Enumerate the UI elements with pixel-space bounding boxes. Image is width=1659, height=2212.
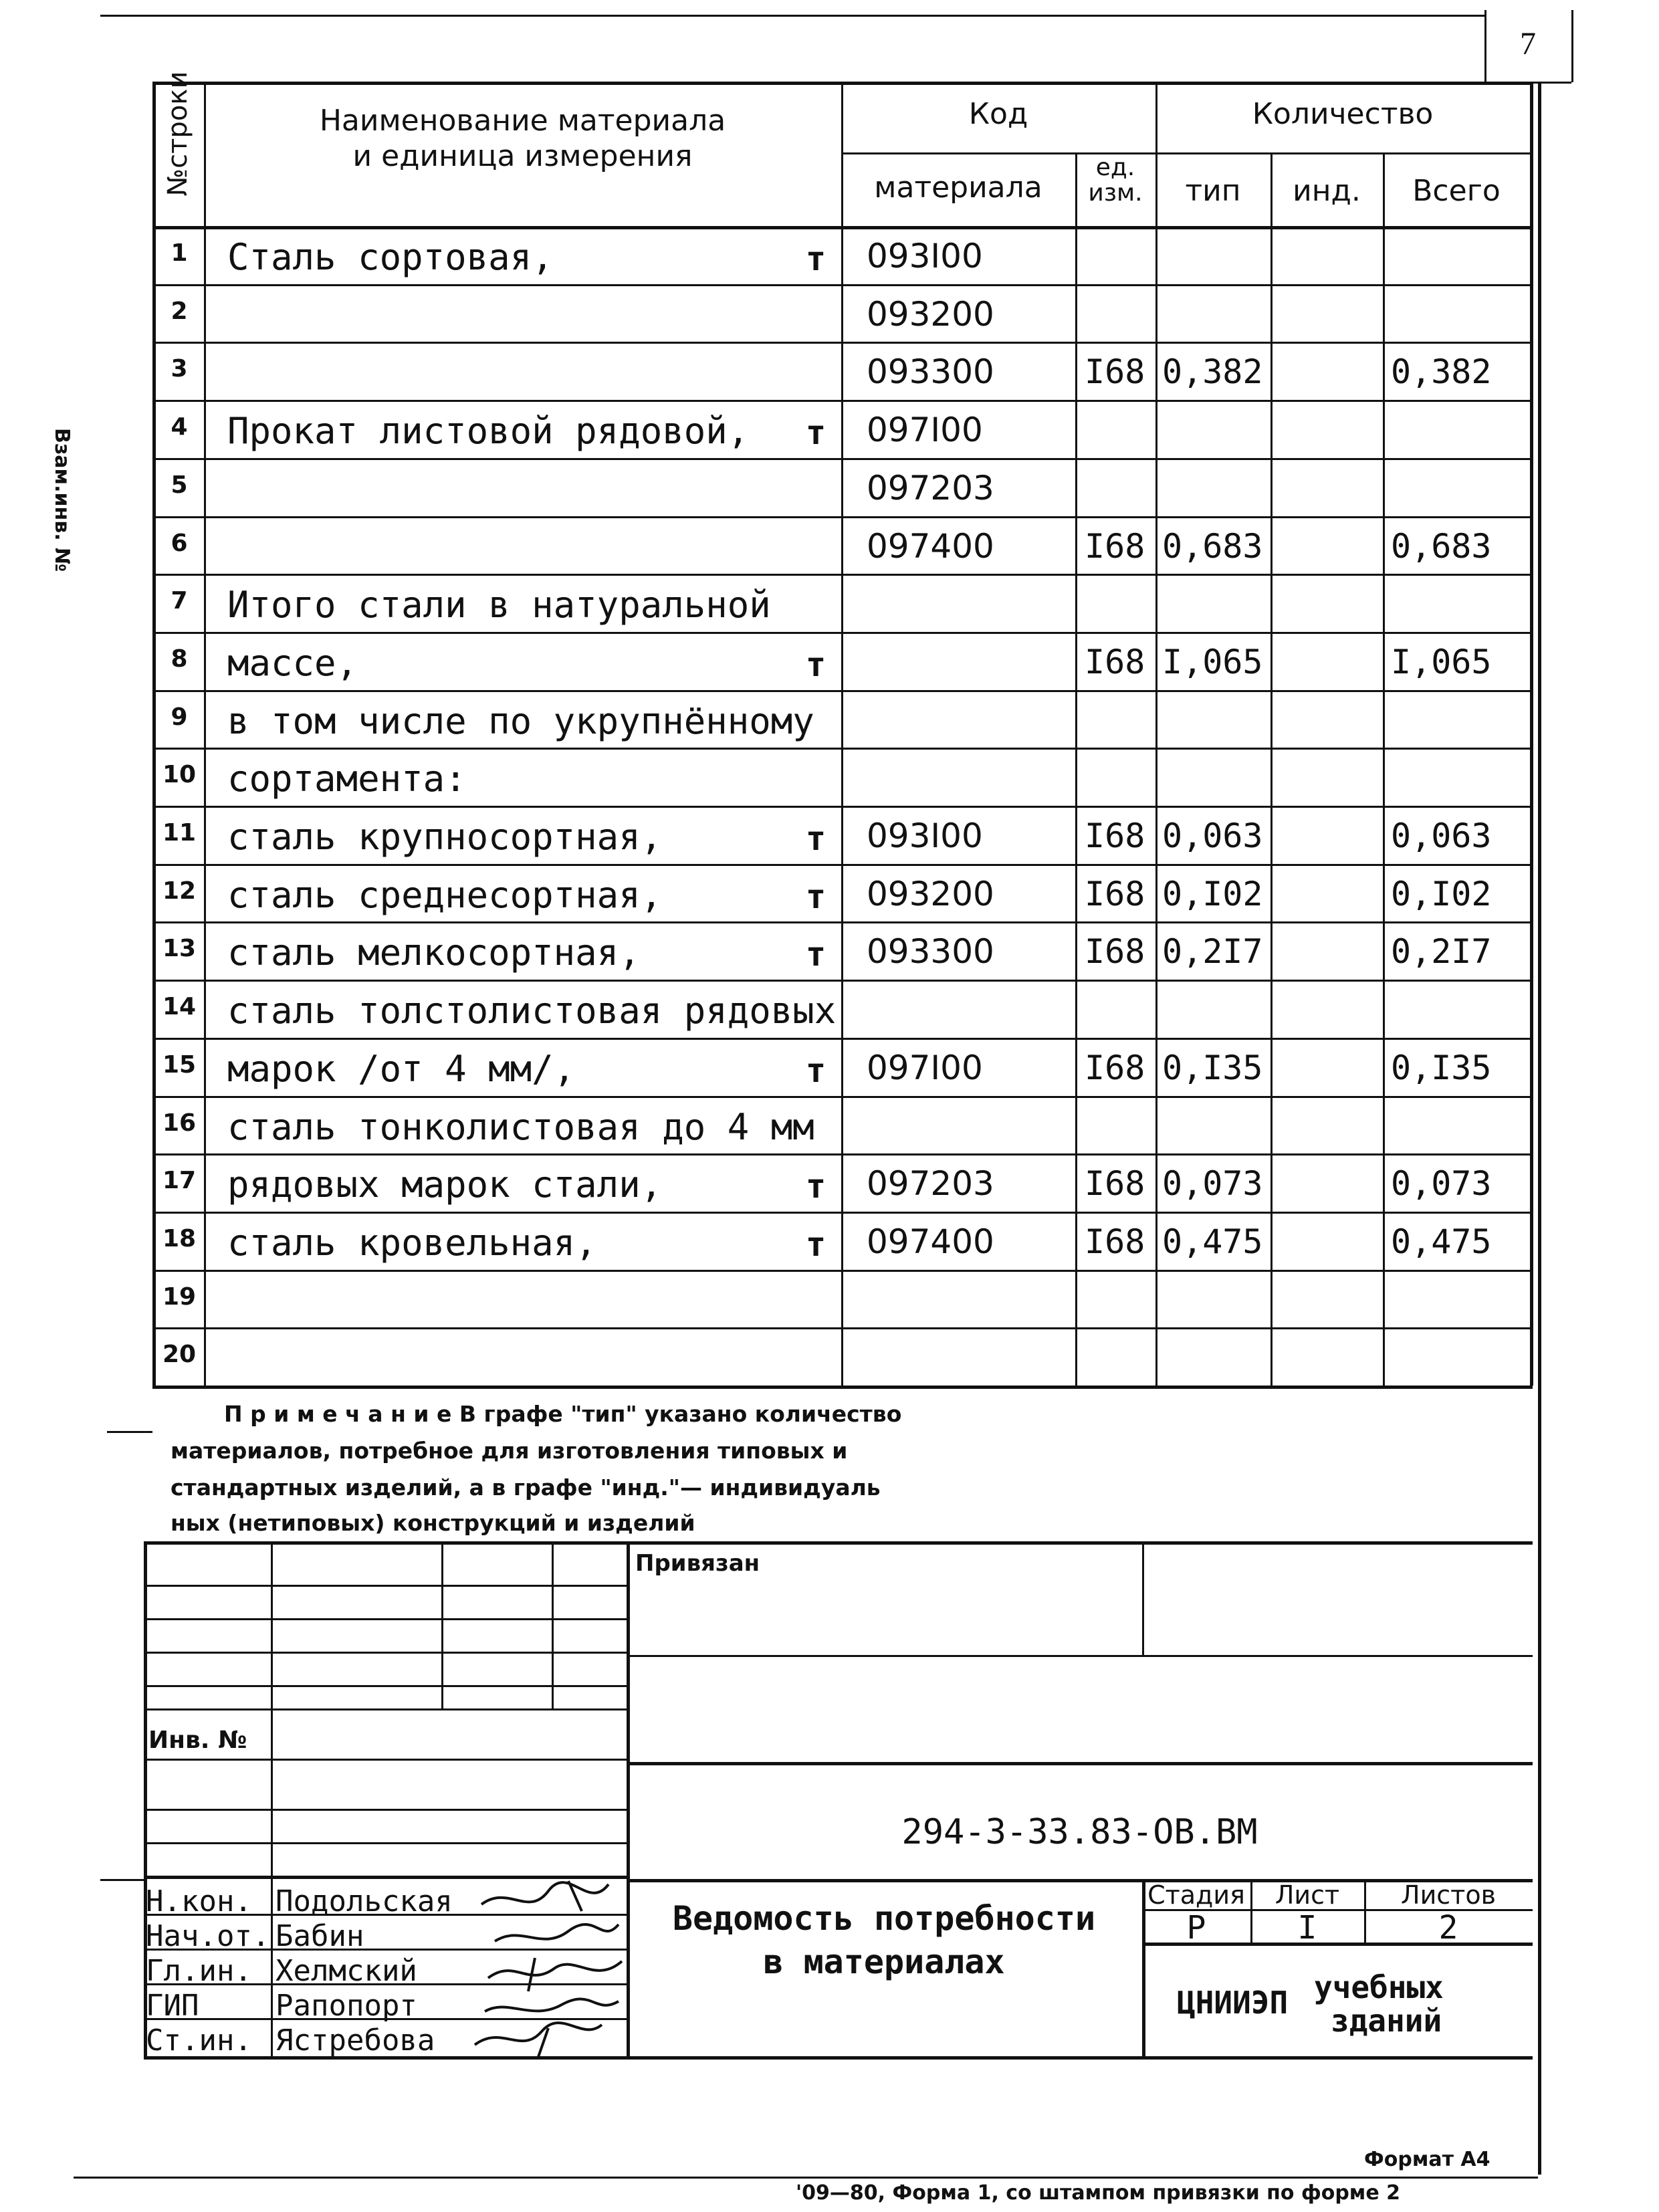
signatures xyxy=(468,1878,629,2058)
row-number: 20 xyxy=(162,1341,197,1369)
qty-type: 0,382 xyxy=(1162,352,1263,392)
row-number: 17 xyxy=(162,1167,197,1195)
stamp-grid-h7 xyxy=(144,1809,627,1811)
unit-mark: т xyxy=(805,1050,826,1090)
stamp-grid-h5 xyxy=(144,1708,627,1710)
right-frame-line xyxy=(1538,82,1541,2175)
qty-type: 0,2I7 xyxy=(1162,932,1263,972)
header-name: Наименование материала и единица измерения xyxy=(319,104,726,173)
row-number: 15 xyxy=(162,1050,197,1079)
material-code: 097203 xyxy=(867,468,994,508)
note-line-1: П р и м е ч а н и е В графе "тип" указано количество xyxy=(224,1401,902,1427)
material-code: 093300 xyxy=(867,352,994,392)
row-divider xyxy=(152,980,1533,982)
row-number: 14 xyxy=(162,993,197,1021)
qty-type: 0,I35 xyxy=(1162,1048,1263,1087)
approval-name: Ястребова xyxy=(275,2023,435,2058)
header-total: Всего xyxy=(1412,174,1501,208)
col-divider-3 xyxy=(1075,152,1077,1386)
row-divider xyxy=(152,1270,1533,1272)
qty-total: 0,063 xyxy=(1391,816,1492,855)
row-number: 16 xyxy=(162,1109,197,1137)
bound-divider xyxy=(1142,1541,1144,1655)
qty-total: 0,2I7 xyxy=(1391,932,1492,972)
approval-role: ГИП xyxy=(146,1989,199,2023)
row-divider xyxy=(152,864,1533,866)
unit-code: I68 xyxy=(1085,352,1145,392)
row-number: 13 xyxy=(162,935,197,963)
row-number: 9 xyxy=(171,703,188,731)
material-name: сортамента: xyxy=(227,758,467,800)
row-divider xyxy=(152,806,1533,808)
header-row-no: №строки xyxy=(162,71,193,197)
qty-type: I,065 xyxy=(1162,642,1263,681)
header-split-line xyxy=(841,152,1533,154)
footer-line-rule xyxy=(74,2177,1538,2179)
qty-type: 0,I02 xyxy=(1162,874,1263,913)
bound-bottom-line xyxy=(627,1655,1533,1657)
stamp-grid-h2 xyxy=(144,1618,627,1620)
col-divider-2 xyxy=(841,82,843,1386)
header-material: материала xyxy=(874,171,1042,205)
col-divider-6 xyxy=(1383,152,1385,1386)
unit-mark: т xyxy=(805,1224,826,1264)
row-divider xyxy=(152,342,1533,344)
material-name: сталь крупносортная, xyxy=(227,816,663,858)
unit-code: I68 xyxy=(1085,1222,1145,1261)
row-number: 3 xyxy=(171,355,188,383)
qty-total: 0,382 xyxy=(1391,352,1492,392)
header-unit: ед. изм. xyxy=(1088,154,1143,207)
sheets-value: 2 xyxy=(1438,1909,1458,1947)
unit-code: I68 xyxy=(1085,1048,1145,1087)
material-name: Итого стали в натуральной xyxy=(227,584,771,627)
side-stamp: Взам.инв. № xyxy=(50,428,74,572)
approval-name: Подольская xyxy=(275,1884,453,1918)
table-right-border xyxy=(1530,82,1533,1386)
approval-name: Хелмский xyxy=(275,1954,417,1988)
qty-total: 0,683 xyxy=(1391,526,1492,566)
col-divider-4 xyxy=(1155,82,1157,1386)
row-number: 5 xyxy=(171,471,188,499)
table-left-border xyxy=(152,82,156,1386)
unit-mark: т xyxy=(805,239,826,278)
material-code: 097400 xyxy=(867,1222,994,1261)
material-name: сталь толстолистовая рядовых xyxy=(227,990,837,1032)
stamp-grid-h3 xyxy=(144,1652,627,1654)
material-code: 093200 xyxy=(867,874,994,913)
qty-total: 0,I35 xyxy=(1391,1048,1492,1087)
row-divider xyxy=(152,1327,1533,1329)
unit-mark: т xyxy=(805,1167,826,1206)
page-number: 7 xyxy=(1520,26,1536,62)
qty-type: 0,073 xyxy=(1162,1164,1263,1204)
header-ind: инд. xyxy=(1293,174,1361,208)
row-divider xyxy=(152,1212,1533,1214)
qty-total: I,065 xyxy=(1391,642,1492,681)
people-divider xyxy=(271,1876,273,2056)
document-title-line-1: Ведомость потребности xyxy=(672,1899,1096,1938)
material-code: 093200 xyxy=(867,294,994,334)
row-number: 18 xyxy=(162,1224,197,1252)
material-code: 093I00 xyxy=(867,816,983,855)
row-divider xyxy=(152,574,1533,576)
qty-total: 0,073 xyxy=(1391,1164,1492,1204)
row-number: 12 xyxy=(162,877,197,905)
row-divider xyxy=(152,1038,1533,1040)
stamp-grid-h1 xyxy=(144,1585,627,1587)
document-title-line-2: в материалах xyxy=(763,1943,1005,1981)
qty-type: 0,475 xyxy=(1162,1222,1263,1261)
material-code: 097I00 xyxy=(867,1048,983,1087)
bound-label: Привязан xyxy=(635,1550,760,1577)
unit-code: I68 xyxy=(1085,816,1145,855)
header-code: Код xyxy=(968,97,1028,131)
unit-code: I68 xyxy=(1085,874,1145,913)
material-name: Сталь сортовая, xyxy=(227,236,554,278)
form-footer: '09—80, Форма 1, со штампом привязки по форме 2 xyxy=(796,2181,1400,2205)
unit-code: I68 xyxy=(1085,932,1145,972)
unit-code: I68 xyxy=(1085,526,1145,566)
material-name: сталь тонколистовая до 4 мм xyxy=(227,1105,814,1148)
row-number: 7 xyxy=(171,587,188,615)
approval-role: Нач.от. xyxy=(146,1919,270,1953)
row-divider xyxy=(152,921,1533,923)
note-margin-tick xyxy=(107,1431,152,1433)
row-number: 10 xyxy=(162,761,197,789)
unit-mark: т xyxy=(805,413,826,453)
stamp-grid-h8 xyxy=(144,1842,627,1844)
row-divider xyxy=(152,400,1533,402)
approval-role: Ст.ин. xyxy=(146,2023,252,2058)
sheets-label: Листов xyxy=(1401,1880,1496,1910)
stage-value: Р xyxy=(1186,1909,1206,1947)
row-divider xyxy=(152,458,1533,460)
row-divider xyxy=(152,690,1533,692)
page-box-right xyxy=(1571,10,1573,82)
material-code: 093I00 xyxy=(867,237,983,275)
material-code: 093300 xyxy=(867,932,994,972)
row-number: 19 xyxy=(162,1283,197,1311)
stage-label: Стадия xyxy=(1147,1880,1245,1910)
stamp-grid-h4 xyxy=(144,1685,627,1687)
stamp-grid-v3 xyxy=(552,1541,554,1708)
note-line-3: стандартных изделий, а в графе "инд."— индивидуаль xyxy=(171,1474,881,1501)
row-divider xyxy=(152,1153,1533,1155)
material-name: сталь кровельная, xyxy=(227,1221,597,1264)
row-divider xyxy=(152,632,1533,634)
material-code: 097203 xyxy=(867,1164,994,1204)
qty-total: 0,I02 xyxy=(1391,874,1492,913)
row-number: 2 xyxy=(171,297,188,325)
org-line-1: учебных xyxy=(1314,1969,1444,2005)
col-divider-5 xyxy=(1270,152,1273,1386)
sheet-value: I xyxy=(1297,1909,1317,1947)
material-name: массе, xyxy=(227,641,358,684)
material-name: в том числе по укрупнённому xyxy=(227,699,814,742)
org-line-2: зданий xyxy=(1331,2003,1442,2039)
row-divider xyxy=(152,516,1533,518)
unit-mark: т xyxy=(805,877,826,916)
row-number: 11 xyxy=(162,819,197,847)
qty-type: 0,063 xyxy=(1162,816,1263,855)
stamp-grid-v2 xyxy=(441,1541,443,1708)
unit-mark: т xyxy=(805,935,826,974)
inv-no-label: Инв. № xyxy=(148,1727,247,1754)
approval-name: Рапопорт xyxy=(275,1989,417,2023)
row-number: 8 xyxy=(171,645,188,673)
row-number: 4 xyxy=(171,413,188,441)
material-name: марок /от 4 мм/, xyxy=(227,1047,576,1090)
format-label: Формат А4 xyxy=(1364,2148,1490,2171)
approval-role: Н.кон. xyxy=(146,1884,252,1918)
material-name: сталь среднесортная, xyxy=(227,873,663,916)
material-name: рядовых марок стали, xyxy=(227,1164,663,1206)
top-frame-line xyxy=(100,15,1484,17)
code-top-line xyxy=(627,1762,1533,1765)
unit-code: I68 xyxy=(1085,642,1145,681)
unit-mark: т xyxy=(805,645,826,684)
stamp-grid-h6 xyxy=(144,1759,627,1761)
document-code: 294-3-33.83-ОВ.ВМ xyxy=(901,1812,1258,1852)
qty-total: 0,475 xyxy=(1391,1222,1492,1261)
material-code: 097I00 xyxy=(867,411,983,450)
approval-name: Бабин xyxy=(275,1919,364,1953)
approval-role: Гл.ин. xyxy=(146,1954,252,1988)
stamp-top-border xyxy=(144,1541,1533,1545)
row-number: 1 xyxy=(171,239,188,267)
header-type: тип xyxy=(1185,174,1241,208)
table-bottom-border xyxy=(152,1386,1533,1389)
org-name: ЦНИИЭП xyxy=(1177,1985,1289,2021)
row-divider xyxy=(152,748,1533,750)
people-margin-tick xyxy=(100,1879,144,1881)
row-number: 6 xyxy=(171,529,188,557)
qty-type: 0,683 xyxy=(1162,526,1263,566)
note-line-2: материалов, потребное для изготовления типовых и xyxy=(171,1438,848,1464)
col-divider-1 xyxy=(204,82,206,1386)
material-name: сталь мелкосортная, xyxy=(227,931,641,974)
unit-mark: т xyxy=(805,819,826,858)
note-line-4: ных (нетиповых) конструкций и изделий xyxy=(171,1510,695,1536)
header-quantity: Количество xyxy=(1252,97,1434,131)
sheet-label: Лист xyxy=(1275,1880,1340,1910)
material-code: 097400 xyxy=(867,526,994,566)
material-name: Прокат листовой рядовой, xyxy=(227,410,750,453)
row-divider xyxy=(152,284,1533,286)
row-divider xyxy=(152,1096,1533,1098)
unit-code: I68 xyxy=(1085,1164,1145,1204)
